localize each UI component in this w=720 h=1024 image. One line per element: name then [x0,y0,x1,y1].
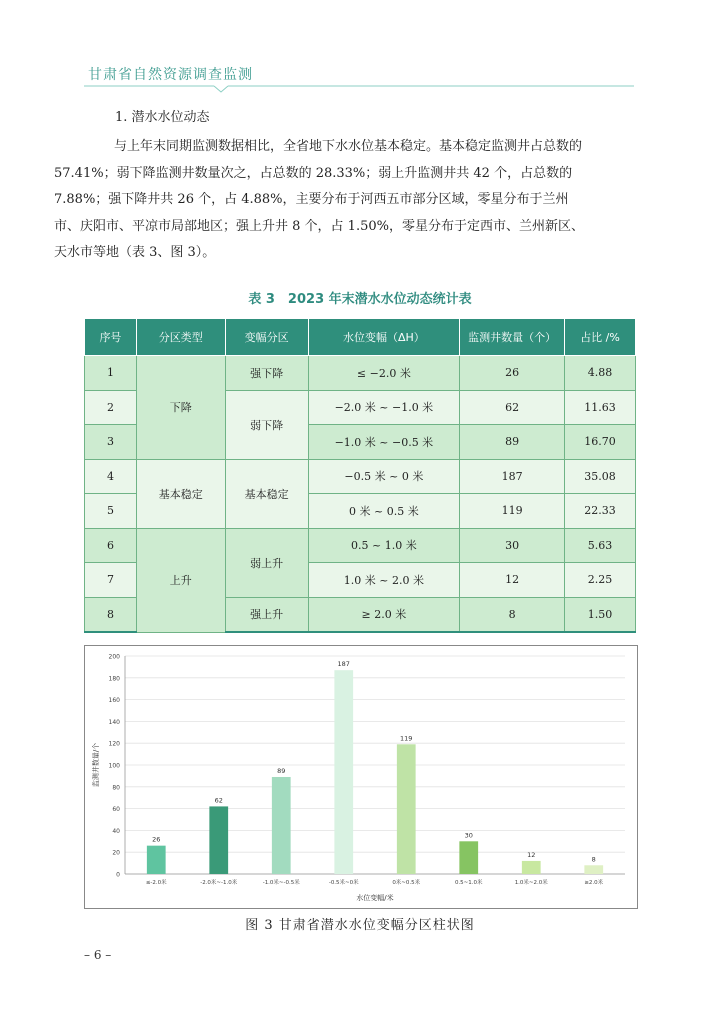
cell-no: 3 [85,425,137,460]
cell-subzone: 基本稳定 [225,459,308,528]
col-header: 水位变幅（ΔH） [308,319,460,356]
cell-range: 0 米 ~ 0.5 米 [308,494,460,529]
col-header: 占比 /% [565,319,636,356]
x-tick-label: -2.0米~-1.0米 [200,880,238,886]
bar [584,865,603,874]
para-line: 市、庆阳市、平凉市局部地区；强上升井 8 个，占 1.50%，零星分布于定西市、兰州新区、 [54,218,584,234]
cell-range: −0.5 米 ~ 0 米 [308,459,460,494]
x-tick-label: -1.0米~-0.5米 [262,880,300,886]
cell-range: ≥ 2.0 米 [308,597,460,632]
data-label: 187 [337,660,350,669]
running-header: 甘肃省自然资源调查监测 [88,67,253,83]
y-tick-label: 80 [112,784,120,792]
x-tick-label: -0.5米~0米 [328,880,359,886]
cell-pct: 11.63 [565,390,636,425]
y-tick-label: 100 [108,762,120,770]
header-rule [84,84,634,94]
cell-no: 7 [85,563,137,598]
col-header: 变幅分区 [225,319,308,356]
data-label: 12 [527,850,536,859]
stats-table [84,318,636,633]
body-paragraph [54,134,636,267]
cell-subzone: 强下降 [225,356,308,391]
y-tick-label: 40 [112,827,120,835]
data-label: 30 [464,831,473,840]
page-number: – 6 – [84,948,112,962]
table-row [85,356,636,391]
cell-no: 8 [85,597,137,632]
cell-subzone: 强上升 [225,597,308,632]
x-tick-label: ≥2.0米 [584,880,604,886]
bar [147,846,166,874]
cell-range: −1.0 米 ~ −0.5 米 [308,425,460,460]
data-label: 89 [277,766,286,775]
cell-zone-decline: 下降 [136,356,225,460]
cell-count: 26 [460,356,565,391]
table-header-row [85,319,636,356]
para-line: 与上年末同期监测数据相比，全省地下水水位基本稳定。基本稳定监测井占总数的 [114,139,583,154]
cell-pct: 35.08 [565,459,636,494]
cell-pct: 1.50 [565,597,636,632]
para-line: 7.88%；强下降井共 26 个，占 4.88%，主要分布于河西五市部分区域，零星分布于兰州 [54,192,569,208]
data-label: 8 [591,855,596,864]
data-label: 62 [214,796,223,805]
x-tick-label: ≤-2.0米 [145,880,167,886]
para-line: 天水市等地（表 3、图 3）。 [54,245,216,261]
cell-count: 119 [460,494,565,529]
col-header: 序号 [85,319,137,356]
x-tick-label: 0.5~1.0米 [454,880,483,886]
cell-subzone: 弱上升 [225,528,308,597]
col-header: 分区类型 [136,319,225,356]
table-caption: 表 3 2023 年末潜水水位动态统计表 [248,292,472,307]
table-row [85,528,636,563]
y-tick-label: 20 [112,849,120,857]
data-label: 26 [152,835,161,844]
cell-no: 5 [85,494,137,529]
cell-count: 187 [460,459,565,494]
table-row [85,459,636,494]
y-axis-title: 监测井数量/个 [92,742,100,788]
cell-zone-stable: 基本稳定 [136,459,225,528]
x-axis-title: 水位变幅/米 [356,894,394,902]
bar [397,744,416,874]
figure-caption: 图 3 甘肃省潜水水位变幅分区柱状图 [245,918,475,933]
cell-count: 12 [460,563,565,598]
cell-zone-rise: 上升 [136,528,225,632]
cell-range: −2.0 米 ~ −1.0 米 [308,390,460,425]
cell-count: 89 [460,425,565,460]
bar [272,777,291,874]
y-tick-label: 140 [108,718,120,726]
x-tick-label: 1.0米~2.0米 [514,880,548,886]
cell-no: 4 [85,459,137,494]
para-line: 57.41%；弱下降监测井数量次之，占总数的 28.33%；弱上升监测井共 42 个，占总数的 [54,165,573,181]
bar-chart [85,646,637,908]
data-label: 119 [400,734,413,743]
y-tick-label: 180 [108,675,120,683]
bar-chart-frame [84,645,638,909]
col-header: 监测井数量（个） [460,319,565,356]
cell-range: 1.0 米 ~ 2.0 米 [308,563,460,598]
cell-pct: 16.70 [565,425,636,460]
bar [209,806,228,874]
cell-count: 62 [460,390,565,425]
section-heading: 1. 潜水水位动态 [115,110,210,125]
cell-pct: 22.33 [565,494,636,529]
cell-no: 6 [85,528,137,563]
y-tick-label: 0 [116,871,120,879]
cell-range: ≤ −2.0 米 [308,356,460,391]
y-tick-label: 120 [108,740,120,748]
cell-count: 8 [460,597,565,632]
cell-count: 30 [460,528,565,563]
cell-pct: 4.88 [565,356,636,391]
cell-range: 0.5 ~ 1.0 米 [308,528,460,563]
y-tick-label: 200 [108,653,120,661]
cell-pct: 2.25 [565,563,636,598]
x-tick-label: 0米~0.5米 [392,880,421,886]
bar [522,861,541,874]
cell-no: 1 [85,356,137,391]
cell-pct: 5.63 [565,528,636,563]
cell-no: 2 [85,390,137,425]
bar [334,670,353,874]
cell-subzone: 弱下降 [225,390,308,459]
y-tick-label: 60 [112,806,120,814]
bar [459,841,478,874]
y-tick-label: 160 [108,697,120,705]
